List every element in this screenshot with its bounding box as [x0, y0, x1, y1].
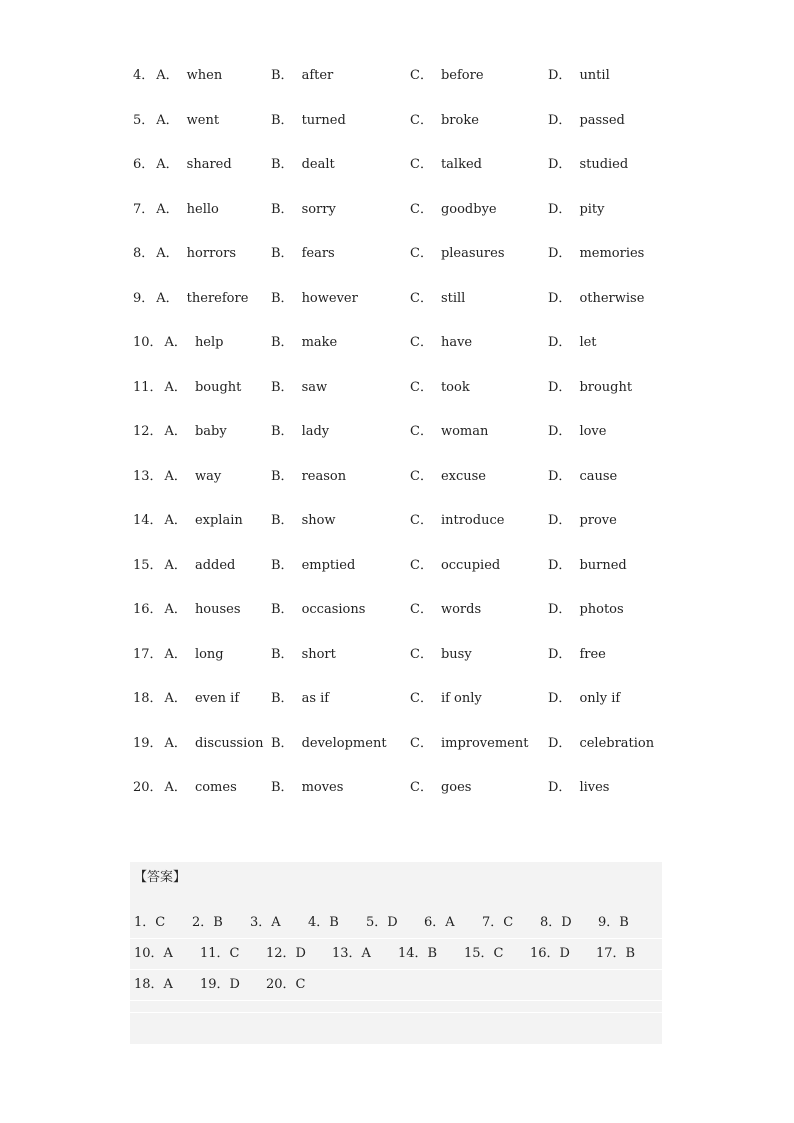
option-text: bought	[194, 379, 242, 395]
question-row	[133, 778, 673, 823]
option-letter: B．	[271, 468, 294, 484]
option-a	[133, 155, 232, 175]
option-letter: D．	[548, 646, 572, 662]
option-text: horrors	[186, 246, 237, 261]
option-text: dealt	[301, 157, 335, 172]
answer-row-divider	[130, 1012, 662, 1013]
option-letter: C．	[410, 201, 433, 217]
option-letter: A．	[156, 201, 179, 217]
option-text: memories	[579, 246, 645, 261]
question-row	[133, 511, 673, 556]
option-text: talked	[440, 157, 482, 172]
option-b	[271, 289, 358, 309]
option-letter: D．	[548, 335, 572, 350]
answer-item: 13．A	[332, 946, 371, 961]
option-text: make	[301, 335, 338, 350]
option-letter: C．	[410, 735, 433, 751]
answer-item: 10．A	[134, 946, 173, 961]
option-letter: C．	[410, 335, 433, 350]
option-letter: A．	[164, 468, 187, 484]
option-a	[133, 467, 221, 487]
option-letter: D．	[548, 468, 572, 484]
question-row	[133, 689, 673, 734]
option-letter: D．	[548, 157, 572, 172]
option-letter: C．	[410, 691, 433, 706]
question-number: 4．	[133, 68, 155, 83]
answer-item: 20．C	[266, 977, 306, 992]
option-c	[410, 155, 482, 175]
option-letter: B．	[271, 691, 294, 706]
option-d	[548, 600, 624, 620]
option-text: after	[301, 68, 334, 83]
option-a	[133, 689, 239, 709]
option-text: goodbye	[440, 201, 497, 217]
option-text: when	[186, 68, 223, 83]
option-c	[410, 556, 500, 576]
option-text: prove	[579, 513, 617, 528]
option-letter: B．	[271, 557, 294, 573]
option-d	[548, 645, 606, 665]
option-a	[133, 422, 227, 442]
option-text: fears	[301, 246, 335, 261]
option-c	[410, 244, 505, 264]
question-row	[133, 422, 673, 467]
option-b	[271, 556, 355, 576]
option-d	[548, 200, 605, 220]
answer-item: 9．B	[598, 915, 629, 930]
option-d	[548, 289, 644, 309]
option-letter: B．	[271, 602, 294, 617]
option-text: otherwise	[579, 290, 645, 306]
option-text: woman	[440, 424, 489, 439]
option-text: before	[440, 68, 484, 83]
option-a	[133, 378, 241, 398]
option-letter: C．	[410, 290, 433, 306]
option-b	[271, 244, 335, 264]
option-text: show	[301, 513, 336, 528]
option-a	[133, 111, 219, 131]
option-text: lives	[579, 780, 610, 795]
answer-item: 7．C	[482, 915, 514, 930]
option-letter: A．	[164, 602, 187, 617]
option-d	[548, 333, 597, 353]
answer-line	[134, 975, 332, 995]
option-b	[271, 66, 333, 86]
option-letter: B．	[271, 112, 294, 128]
question-row	[133, 467, 673, 512]
option-b	[271, 333, 337, 353]
option-letter: C．	[410, 112, 433, 128]
option-letter: D．	[548, 557, 572, 573]
option-letter: A．	[164, 424, 187, 439]
option-a	[133, 556, 235, 576]
option-letter: B．	[271, 68, 294, 83]
option-d	[548, 244, 644, 264]
option-text: long	[194, 646, 224, 662]
option-d	[548, 734, 654, 754]
option-text: pity	[579, 201, 605, 217]
option-text: went	[186, 112, 220, 128]
option-b	[271, 422, 329, 442]
option-text: passed	[579, 112, 625, 128]
option-letter: D．	[548, 290, 572, 306]
answer-item: 1．C	[134, 915, 166, 930]
option-letter: A．	[156, 290, 179, 306]
option-text: free	[579, 646, 606, 662]
answer-line	[134, 944, 662, 964]
option-text: brought	[579, 379, 633, 395]
option-text: hello	[186, 201, 219, 217]
option-text: as if	[301, 691, 330, 706]
answer-item: 19．D	[200, 977, 240, 992]
option-text: emptied	[301, 557, 356, 573]
question-number: 12．	[133, 424, 163, 439]
option-letter: A．	[164, 557, 187, 573]
option-text: burned	[579, 557, 627, 573]
option-text: explain	[194, 513, 243, 528]
answer-item: 5．D	[366, 915, 398, 930]
option-letter: A．	[164, 335, 187, 350]
option-text: comes	[194, 780, 237, 795]
answer-item: 2．B	[192, 915, 223, 930]
question-row	[133, 289, 673, 334]
answer-line	[134, 913, 656, 933]
option-d	[548, 689, 620, 709]
option-letter: B．	[271, 379, 294, 395]
option-c	[410, 66, 484, 86]
option-letter: D．	[548, 246, 572, 261]
option-text: took	[440, 379, 470, 395]
answer-section	[130, 862, 662, 1044]
question-number: 18．	[133, 691, 163, 706]
option-text: turned	[301, 112, 346, 128]
option-text: still	[440, 290, 466, 306]
question-list	[133, 66, 673, 823]
option-letter: A．	[164, 780, 187, 795]
option-letter: D．	[548, 602, 572, 617]
option-a	[133, 200, 219, 220]
option-b	[271, 778, 343, 798]
option-c	[410, 422, 488, 442]
answer-item: 8．D	[540, 915, 572, 930]
answer-item: 17．B	[596, 946, 636, 961]
option-text: goes	[440, 780, 472, 795]
option-text: way	[194, 468, 222, 484]
answer-item: 12．D	[266, 946, 306, 961]
option-text: sorry	[301, 201, 336, 217]
question-row	[133, 556, 673, 601]
option-b	[271, 155, 335, 175]
option-c	[410, 600, 481, 620]
option-text: even if	[194, 691, 240, 706]
option-letter: B．	[271, 424, 294, 439]
option-text: baby	[194, 424, 227, 439]
option-text: excuse	[440, 468, 486, 484]
option-a	[133, 289, 248, 309]
answer-item: 16．D	[530, 946, 570, 961]
option-letter: B．	[271, 290, 294, 306]
option-letter: D．	[548, 379, 572, 395]
option-text: occupied	[440, 557, 501, 573]
question-number: 14．	[133, 513, 163, 528]
option-text: let	[579, 335, 597, 350]
option-d	[548, 556, 627, 576]
option-letter: A．	[156, 157, 179, 172]
option-text: shared	[186, 157, 232, 172]
option-b	[271, 689, 329, 709]
option-b	[271, 467, 346, 487]
answer-item: 15．C	[464, 946, 504, 961]
answer-item: 11．C	[200, 946, 240, 961]
option-text: pleasures	[440, 246, 505, 261]
option-letter: D．	[548, 513, 572, 528]
option-text: if only	[440, 691, 482, 706]
option-text: introduce	[440, 513, 505, 528]
option-c	[410, 467, 486, 487]
option-letter: B．	[271, 246, 294, 261]
option-text: studied	[579, 157, 629, 172]
question-number: 16．	[133, 602, 163, 617]
question-number: 7．	[133, 201, 155, 217]
option-text: short	[301, 646, 336, 662]
option-text: discussion	[194, 735, 264, 751]
question-number: 11．	[133, 379, 163, 395]
option-letter: D．	[548, 424, 572, 439]
option-letter: C．	[410, 157, 433, 172]
option-text: words	[440, 602, 482, 617]
option-d	[548, 66, 610, 86]
option-text: lady	[301, 424, 330, 439]
question-row	[133, 200, 673, 245]
option-letter: D．	[548, 112, 572, 128]
option-b	[271, 734, 387, 754]
option-a	[133, 66, 222, 86]
option-a	[133, 333, 223, 353]
option-letter: C．	[410, 513, 433, 528]
option-letter: B．	[271, 780, 294, 795]
answer-title: 【答案】	[134, 870, 187, 885]
option-c	[410, 111, 479, 131]
option-text: busy	[440, 646, 472, 662]
option-d	[548, 467, 617, 487]
question-number: 10．	[133, 335, 163, 350]
option-letter: B．	[271, 513, 294, 528]
option-letter: C．	[410, 468, 433, 484]
option-letter: B．	[271, 646, 294, 662]
question-row	[133, 333, 673, 378]
option-letter: C．	[410, 246, 433, 261]
option-text: broke	[440, 112, 479, 128]
answer-row-divider	[130, 1000, 662, 1001]
option-letter: A．	[164, 735, 187, 751]
option-letter: C．	[410, 424, 433, 439]
question-row	[133, 645, 673, 690]
option-c	[410, 689, 482, 709]
option-d	[548, 155, 628, 175]
option-text: have	[440, 335, 473, 350]
option-d	[548, 422, 606, 442]
option-letter: B．	[271, 735, 294, 751]
option-letter: D．	[548, 691, 572, 706]
question-row	[133, 66, 673, 111]
option-c	[410, 734, 528, 754]
option-a	[133, 734, 263, 754]
option-b	[271, 600, 365, 620]
answer-item: 4．B	[308, 915, 339, 930]
option-c	[410, 511, 504, 531]
question-row	[133, 244, 673, 289]
option-letter: A．	[164, 646, 187, 662]
option-b	[271, 200, 336, 220]
option-letter: D．	[548, 780, 572, 795]
option-b	[271, 378, 327, 398]
question-row	[133, 111, 673, 156]
option-text: celebration	[579, 735, 655, 751]
answer-row-divider	[130, 938, 662, 939]
option-letter: A．	[164, 691, 187, 706]
option-text: love	[579, 424, 607, 439]
option-letter: B．	[271, 201, 294, 217]
option-letter: C．	[410, 68, 433, 83]
option-text: reason	[301, 468, 347, 484]
option-letter: A．	[156, 112, 179, 128]
answer-item: 3．A	[250, 915, 281, 930]
question-number: 17．	[133, 646, 163, 662]
option-letter: A．	[156, 246, 179, 261]
question-number: 19．	[133, 735, 163, 751]
option-text: cause	[579, 468, 618, 484]
option-letter: D．	[548, 68, 572, 83]
question-row	[133, 378, 673, 423]
option-d	[548, 511, 617, 531]
answer-item: 6．A	[424, 915, 455, 930]
question-number: 5．	[133, 112, 155, 128]
option-c	[410, 645, 472, 665]
option-text: moves	[301, 780, 344, 795]
option-c	[410, 378, 470, 398]
option-d	[548, 778, 609, 798]
option-text: development	[301, 735, 387, 751]
question-number: 8．	[133, 246, 155, 261]
option-d	[548, 378, 632, 398]
question-number: 6．	[133, 157, 155, 172]
option-text: until	[579, 68, 610, 83]
option-text: therefore	[186, 290, 249, 306]
option-text: added	[194, 557, 236, 573]
option-text: help	[194, 335, 224, 350]
option-text: occasions	[301, 602, 366, 617]
question-row	[133, 734, 673, 779]
option-letter: B．	[271, 335, 294, 350]
answer-item: 14．B	[398, 946, 438, 961]
option-c	[410, 333, 472, 353]
option-c	[410, 200, 497, 220]
option-letter: C．	[410, 780, 433, 795]
option-letter: A．	[164, 513, 187, 528]
option-letter: C．	[410, 646, 433, 662]
option-a	[133, 600, 241, 620]
option-b	[271, 645, 336, 665]
option-letter: D．	[548, 201, 572, 217]
option-text: improvement	[440, 735, 529, 751]
option-text: photos	[579, 602, 624, 617]
option-a	[133, 511, 243, 531]
option-letter: C．	[410, 602, 433, 617]
option-text: however	[301, 290, 358, 306]
question-number: 13．	[133, 468, 163, 484]
option-c	[410, 778, 471, 798]
question-number: 9．	[133, 290, 155, 306]
option-letter: B．	[271, 157, 294, 172]
question-number: 20．	[133, 780, 163, 795]
option-d	[548, 111, 625, 131]
option-letter: A．	[156, 68, 179, 83]
answer-row-divider	[130, 969, 662, 970]
option-letter: D．	[548, 735, 572, 751]
option-letter: C．	[410, 557, 433, 573]
question-row	[133, 155, 673, 200]
option-b	[271, 511, 336, 531]
question-row	[133, 600, 673, 645]
option-c	[410, 289, 465, 309]
question-number: 15．	[133, 557, 163, 573]
option-b	[271, 111, 346, 131]
option-a	[133, 645, 224, 665]
answer-item: 18．A	[134, 977, 173, 992]
option-text: saw	[301, 379, 328, 395]
option-a	[133, 778, 237, 798]
option-text: only if	[579, 691, 621, 706]
option-letter: A．	[164, 379, 187, 395]
option-text: houses	[194, 602, 241, 617]
option-a	[133, 244, 236, 264]
option-letter: C．	[410, 379, 433, 395]
